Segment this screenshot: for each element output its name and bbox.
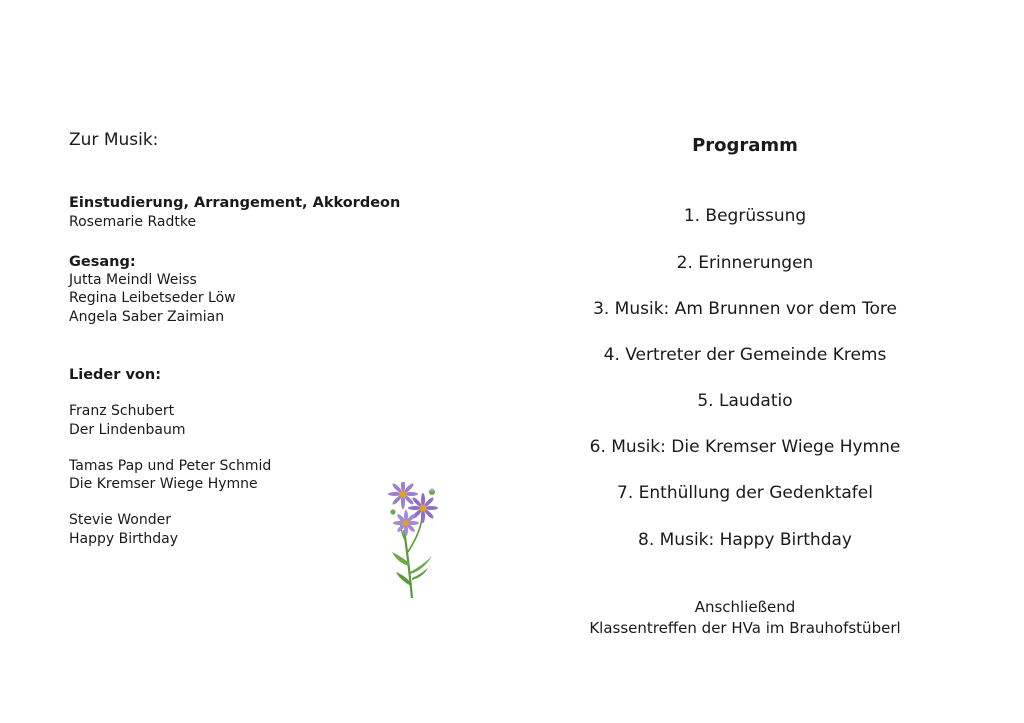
program-item-2: 2. Erinnerungen bbox=[676, 253, 814, 273]
song-1-composer: Franz Schubert bbox=[69, 403, 175, 419]
program-item-4: 4. Vertreter der Gemeinde Krems bbox=[603, 345, 887, 365]
singer-1: Jutta Meindl Weiss bbox=[69, 272, 197, 288]
singer-3: Angela Saber Zaimian bbox=[69, 309, 225, 325]
closing-line-1: Anschließend bbox=[694, 598, 796, 616]
song-1-title: Der Lindenbaum bbox=[69, 422, 186, 438]
program-item-3: 3. Musik: Am Brunnen vor dem Tore bbox=[593, 299, 897, 319]
song-2-composer: Tamas Pap und Peter Schmid bbox=[69, 458, 272, 474]
program-item-6: 6. Musik: Die Kremser Wiege Hymne bbox=[589, 437, 901, 457]
song-3-title: Happy Birthday bbox=[69, 531, 178, 547]
singing-title: Gesang: bbox=[69, 254, 136, 270]
music-heading: Zur Musik: bbox=[69, 130, 159, 150]
song-2-title: Die Kremser Wiege Hymne bbox=[69, 476, 258, 492]
arrangement-title: Einstudierung, Arrangement, Akkordeon bbox=[69, 195, 401, 211]
songs-title: Lieder von: bbox=[69, 367, 161, 383]
arrangement-person: Rosemarie Radtke bbox=[69, 214, 197, 230]
aster-flower-icon bbox=[382, 482, 444, 600]
program-item-1: 1. Begrüssung bbox=[683, 206, 807, 226]
program-item-5: 5. Laudatio bbox=[697, 391, 793, 411]
singer-2: Regina Leibetseder Löw bbox=[69, 290, 236, 306]
program-title: Programm bbox=[692, 135, 798, 156]
program-item-8: 8. Musik: Happy Birthday bbox=[638, 530, 852, 550]
program-item-7: 7. Enthüllung der Gedenktafel bbox=[617, 483, 873, 503]
closing-line-2: Klassentreffen der HVa im Brauhofstüberl bbox=[589, 619, 901, 637]
song-3-composer: Stevie Wonder bbox=[69, 512, 171, 528]
